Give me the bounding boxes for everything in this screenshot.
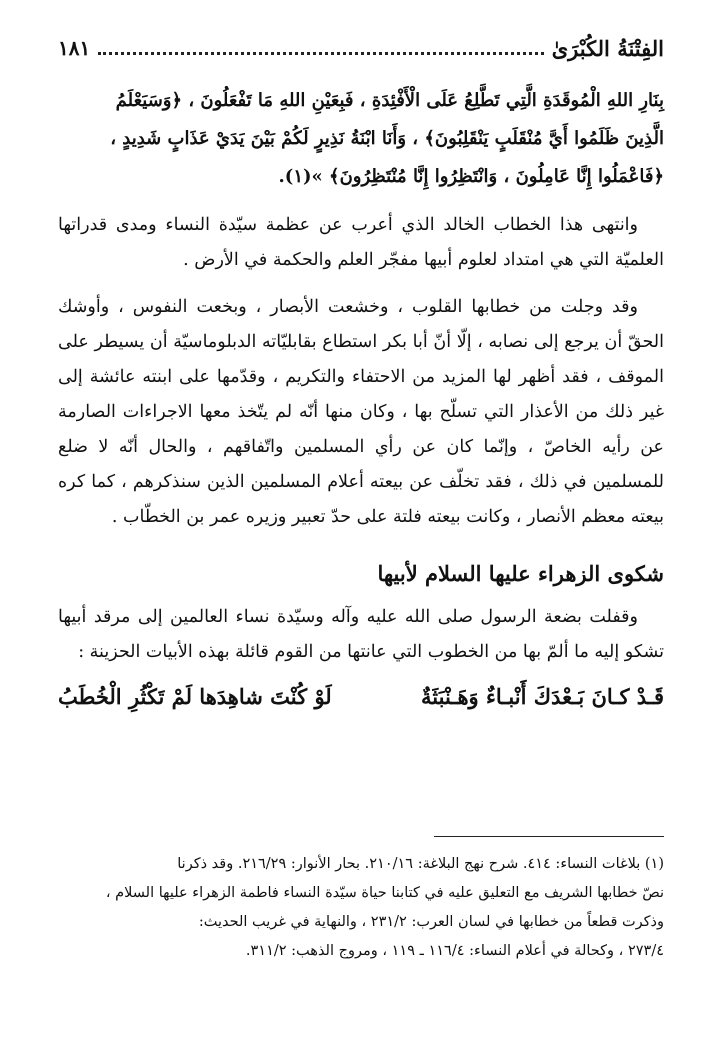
page-header [58, 28, 664, 68]
footnote-line-1: (١) بلاغات النساء: ٤١٤. شرح نهج البلاغة: ٢١٠/١٦. بحار الأنوار: ٢١٦/٢٩. وقد ذكرنا [177, 856, 664, 872]
verse-second-hemistich: لَوْ كُنْتَ شاهِدَها لَمْ تَكْثُرِ الْخُطَبُ [58, 684, 332, 709]
footnote-separator [434, 836, 664, 837]
footnotes [58, 850, 664, 966]
section-title: شكوى الزهراء عليها السلام لأبيها [377, 561, 664, 586]
running-title: الفِتْنَةُ الكُبْرَىٰ [551, 35, 664, 61]
footnote-line-3: وذكرت قطعاً من خطابها في لسان العرب: ٢٣١/٢ ، والنهاية في غريب الحديث: [198, 914, 664, 930]
quran-line-2: الَّذِينَ ظَلَمُوا أَيَّ مُنْقَلَبٍ يَنْقَلِبُونَ﴾ ، وَأَنَا ابْنَةُ نَذِيرٍ لَكُمْ بَيْنَ يَدَيْ عَذَابٍ شَدِيدٍ ، [110, 128, 664, 149]
poem-verse [58, 676, 664, 718]
paragraph-1: وانتهى هذا الخطاب الخالد الذي أعرب عن عظمة سيّدة النساء ومدى قدراتها العلميّة التي هي امتداد لعلوم أبيها مفجّر العلم والحكمة في الأرض . [58, 215, 664, 270]
quran-line-3: ﴿فَاعْمَلُوا إِنَّا عَامِلُونَ ، وَانْتَظِرُوا إِنَّا مُنْتَظِرُونَ﴾ »(١). [278, 166, 664, 187]
verse-first-hemistich: قَـدْ كـانَ بَـعْدَكَ أَنْبـاءٌ وَهَـنْبَثَةٌ [421, 684, 664, 709]
paragraph-2: وقد وجلت من خطابها القلوب ، وخشعت الأبصار ، وبخعت النفوس ، وأوشك الحقّ أن يرجع إلى نصابه ، إلّا أنّ أبا بكر استطاع بقابليّاته الدبلوماسيّة أن يسيطر على الموقف ، فقد أظهر لها المزيد من الاحتفاء والتكريم ، وقدّمها على ابنته عائشة إلى غير ذلك من الأعذار التي تسلّح بها ، وكان منها أنّه لم يتّخذ معها الاجراءات الصارمة عن رأيه الخاصّ ، وإنّما كان عن رأي المسلمين واتّفاقهم ، والحال أنّه لا ضلع للمسلمين في ذلك ، فقد تخلّف عن بيعته أعلام المسلمين الذين سنذكرهم ، كما كره بيعته معظم الأنصار ، وكانت بيعته فلتة على حدّ تعبير وزيره عمر بن الخطّاب . [58, 297, 664, 527]
page-number: ١٨١ [58, 36, 91, 60]
page-body [58, 82, 664, 718]
footnote-line-4: ٢٧٣/٤ ، وكحالة في أعلام النساء: ١١٦/٤ ـ ١١٩ ، ومروج الذهب: ٣١١/٢. [245, 943, 664, 959]
quran-line-1: بِنَارِ اللهِ الْمُوقَدَةِ الَّتِي تَطَّلِعُ عَلَى الْأَفْئِدَةِ ، فَبِعَيْنِ اللهِ مَا تَفْعَلُونَ ، ﴿وَسَيَعْلَمُ [115, 90, 664, 111]
footnote-line-2: نصّ خطابها الشريف مع التعليق عليه في كتابنا حياة سيّدة النساء فاطمة الزهراء عليها السلام ، [105, 885, 664, 901]
header-dotted-leader [98, 42, 543, 55]
paragraph-3: وقفلت بضعة الرسول صلى الله عليه وآله وسيّدة نساء العالمين إلى مرقد أبيها تشكو إليه ما ألمّ بها من الخطوب التي عانتها من القوم قائلة بهذه الأبيات الحزينة : [58, 607, 664, 662]
